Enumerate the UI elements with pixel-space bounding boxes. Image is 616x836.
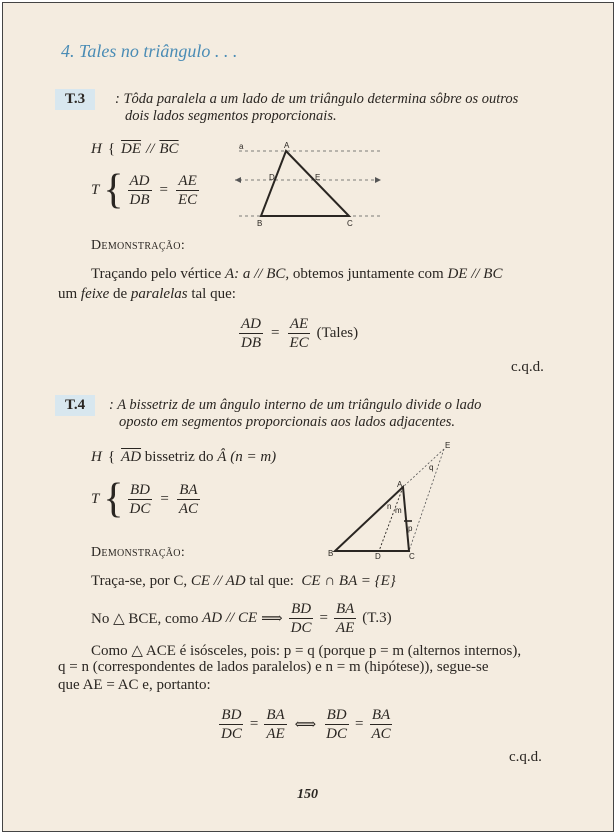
fraction-ae-ec <box>176 173 199 208</box>
frac-num: AD <box>129 172 150 189</box>
t4-thesis <box>91 476 202 522</box>
frac-den: DB <box>241 335 261 351</box>
bracket: { <box>107 449 116 465</box>
equals-sign: = <box>160 490 169 507</box>
frac-num: BA <box>335 601 355 617</box>
fraction <box>289 601 314 636</box>
arrow-right-head <box>375 177 381 183</box>
t3-tales-equation <box>237 316 358 351</box>
frac-num: BD <box>326 707 347 723</box>
text: de <box>112 286 128 302</box>
label-D: D <box>269 173 275 182</box>
equals-sign: = <box>159 181 168 198</box>
label-D: D <box>375 552 381 561</box>
t4-hypothesis <box>91 449 276 466</box>
page-number: 150 <box>297 787 318 802</box>
fraction-bd-dc <box>128 482 153 517</box>
equals-sign: = <box>249 716 259 732</box>
fraction-ad-db <box>128 173 152 208</box>
frac-den: DC <box>221 726 242 742</box>
fraction <box>239 316 263 351</box>
h-symbol: H <box>91 141 102 157</box>
text: um <box>58 286 78 302</box>
frac-num: BA <box>371 707 391 723</box>
text: tal que: <box>191 286 236 302</box>
text: tal que: <box>249 573 294 589</box>
frac-num: BA <box>266 707 285 723</box>
t4-line-a <box>91 573 396 590</box>
fraction <box>219 707 244 742</box>
h-symbol: H <box>91 449 102 465</box>
t4-final-equation <box>217 707 395 742</box>
t3-demo-line2 <box>58 286 236 303</box>
label-a-line: a <box>239 142 244 151</box>
t4-demo-label: Demonstração: <box>91 545 186 560</box>
t4-statement-line1: : A bissetriz de um ângulo interno de um triângulo divide o lado <box>109 397 482 413</box>
text: paralelas <box>130 286 188 302</box>
text: A: a // BC, <box>224 266 290 282</box>
label-p: p <box>408 524 413 533</box>
fraction <box>264 707 286 742</box>
figure-triangle-parallel <box>235 139 385 231</box>
text: Traçando pelo vértice <box>91 266 222 282</box>
label-n: n <box>387 502 392 511</box>
label-C: C <box>409 552 415 561</box>
arrow-left-head <box>235 177 241 183</box>
line-ae <box>403 449 444 487</box>
t4-paragraph-line2: q = n (correspondentes de lados paralelos) e n = m (hipótese)), segue-se <box>58 659 489 675</box>
figure-triangle-bisector <box>325 439 455 561</box>
label-E: E <box>445 441 451 450</box>
frac-den: DC <box>129 500 151 517</box>
frac-num: AE <box>178 172 197 189</box>
condition: (n = m) <box>230 449 277 465</box>
tales-reference: (Tales) <box>316 325 359 341</box>
iff-arrow: ⟺ <box>294 717 317 733</box>
label-A: A <box>284 141 290 150</box>
label-E: E <box>315 173 321 182</box>
t3-thesis <box>91 167 201 213</box>
text: Traça-se, por C, <box>91 573 188 589</box>
segment-bc: $\overline{BC}$ <box>159 141 179 157</box>
t3-demo-line1 <box>91 266 502 283</box>
fraction-ba-ac <box>177 482 200 517</box>
t3-hypothesis <box>91 141 179 158</box>
frac-den: AE <box>266 726 285 742</box>
label-C: C <box>347 219 353 228</box>
implies-arrow: ⟹ <box>261 611 283 627</box>
label-m: m <box>395 506 402 515</box>
frac-num: BA <box>179 481 198 498</box>
triangle-abc <box>335 487 409 551</box>
frac-den: EC <box>177 191 198 208</box>
text: feixe <box>80 286 110 302</box>
text: CE // AD <box>190 573 246 589</box>
t4-statement-line2: oposto em segmentos proporcionais aos lados adjacentes. <box>119 414 456 430</box>
t4-paragraph-line3: que AE = AC e, portanto: <box>58 677 211 693</box>
frac-den: AE <box>335 620 355 636</box>
bracket: { <box>107 141 116 157</box>
t-symbol: T <box>91 181 100 198</box>
t3-statement-line2: dois lados segmentos proporcionais. <box>125 108 337 124</box>
frac-den: DC <box>290 620 312 636</box>
parallel-symbol: // <box>146 141 155 157</box>
fraction <box>287 316 310 351</box>
equals-sign: = <box>271 325 280 341</box>
label-B: B <box>328 549 334 558</box>
label-A: A <box>397 480 403 489</box>
theorem-label-t3: T.3 <box>55 89 95 110</box>
frac-num: BD <box>291 601 312 617</box>
brace: { <box>103 476 124 522</box>
text: DE // BC <box>447 266 503 282</box>
brace: { <box>103 167 124 213</box>
fraction <box>334 601 356 636</box>
fraction <box>324 707 349 742</box>
label-q: q <box>429 463 434 472</box>
line-ce <box>409 449 444 551</box>
book-page <box>2 2 614 832</box>
frac-num: AD <box>241 316 261 332</box>
equals-sign: = <box>355 716 364 732</box>
frac-num: BD <box>221 707 242 723</box>
text: obtemos juntamente com <box>292 266 444 282</box>
theorem-label-t4: T.4 <box>55 395 95 416</box>
text: CE ∩ BA = {E} <box>301 573 396 589</box>
angle-a: Â <box>217 449 227 465</box>
text: bissetriz do <box>144 449 214 465</box>
frac-num: BD <box>129 481 150 498</box>
frac-den: AC <box>371 726 391 742</box>
frac-den: EC <box>289 335 309 351</box>
section-title: 4. Tales no triângulo . . . <box>61 41 238 61</box>
segment-ad: $\overline{AD}$ <box>121 449 142 465</box>
label-B: B <box>257 219 263 228</box>
frac-num: AE <box>289 316 309 332</box>
bisector-ad <box>379 487 403 551</box>
text: No △ BCE, como <box>91 611 199 627</box>
triangle-abc <box>261 151 349 216</box>
t3-demo-label: Demonstração: <box>91 238 186 253</box>
text: AD // CE <box>202 610 258 626</box>
t-symbol: T <box>91 490 100 507</box>
frac-den: DC <box>326 726 347 742</box>
t4-cqd: c.q.d. <box>509 749 542 765</box>
frac-den: AC <box>178 500 198 517</box>
t3-cqd: c.q.d. <box>511 359 544 375</box>
frac-den: DB <box>129 191 150 208</box>
reference: (T.3) <box>362 610 392 626</box>
segment-de: $\overline{DE}$ <box>121 141 142 157</box>
t4-paragraph-line1: Como △ ACE é isósceles, pois: p = q (porque p = m (alternos internos), <box>91 643 522 659</box>
t3-statement-line1: : Tôda paralela a um lado de um triângulo determina sôbre os outros <box>115 91 519 107</box>
fraction <box>369 707 392 742</box>
t4-line-b <box>91 601 392 636</box>
equals-sign: = <box>319 610 328 626</box>
